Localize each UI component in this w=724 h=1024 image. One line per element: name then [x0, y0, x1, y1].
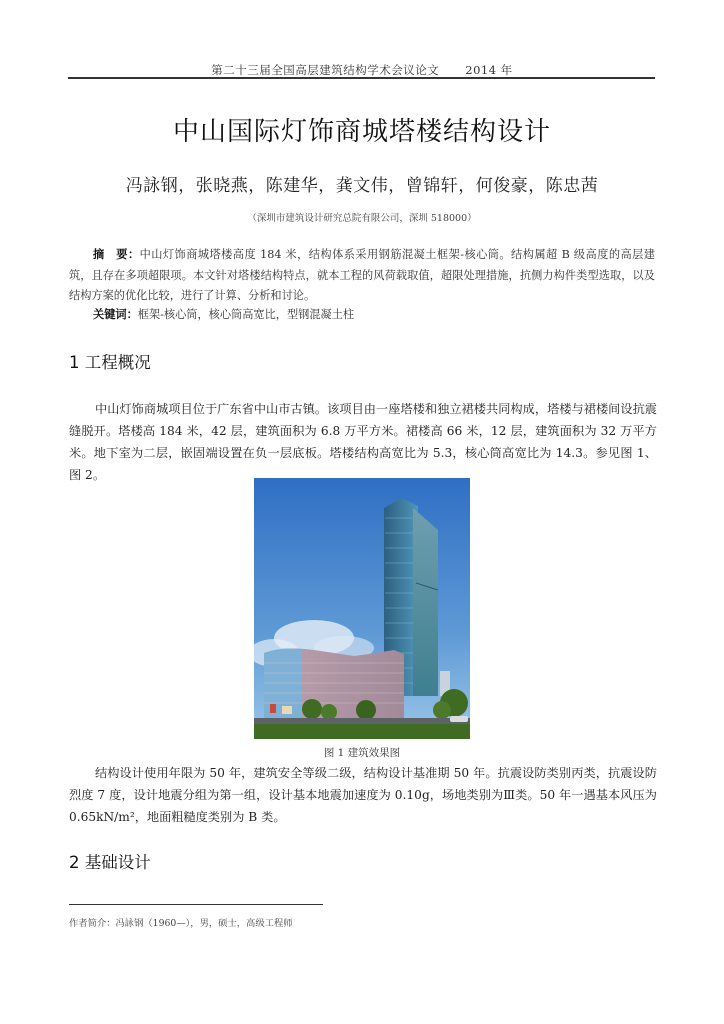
author-footnote: 作者简介：冯詠钢（1960—），男，硕士，高级工程师: [69, 918, 293, 929]
section-heading-2: 2 基础设计: [69, 853, 151, 872]
header-divider: [68, 77, 655, 79]
running-head: [0, 62, 724, 78]
paper-title: 中山国际灯饰商城塔楼结构设计: [172, 117, 551, 147]
footnote-divider: [69, 904, 323, 905]
building-rendering-figure: [254, 478, 470, 739]
keywords-label: 关键词：: [93, 307, 138, 321]
abstract-label: 摘 要：: [93, 247, 140, 261]
section-heading-1: 1 工程概况: [69, 353, 151, 372]
section-1-paragraph-2: 结构设计使用年限为 50 年，建筑安全等级二级，结构设计基准期 50 年。抗震设防类别丙类，抗震设防烈度 7 度，设计地震分组为第一组，设计基本地震加速度为 0.10g，场地类别为Ⅲ类。50 年一遇基本风压为 0.65kN/m²，地面粗糙度类别为 B 类。: [69, 766, 657, 824]
conference-year: 2014 年: [465, 63, 513, 77]
abstract-text: 中山灯饰商城塔楼高度 184 米，结构体系采用钢筋混凝土框架-核心筒。结构属超 B 级高度的高层建筑，且存在多项超限项。本文针对塔楼结构特点，就本工程的风荷载取值，超限处理措施，抗侧力构件类型选取，以及结构方案的优化比较，进行了计算、分析和讨论。: [69, 248, 655, 302]
figure-caption: 图 1 建筑效果图: [323, 747, 401, 759]
author-list: 冯詠钢，张晓燕，陈建华，龚文伟，曾锦轩，何俊豪，陈忠茜: [125, 176, 599, 196]
keywords-text: 框架-核心筒，核心筒高宽比，型钢混凝土柱: [137, 308, 355, 321]
building-rendering-image: [254, 478, 470, 739]
conference-name: 第二十三届全国高层建筑结构学术会议论文: [211, 63, 440, 77]
keywords: [93, 306, 354, 322]
affiliation: （深圳市建筑设计研究总院有限公司，深圳 518000）: [247, 213, 477, 224]
section-1-paragraph-1: 中山灯饰商城项目位于广东省中山市古镇。该项目由一座塔楼和独立裙楼共同构成，塔楼与裙楼间设抗震缝脱开。塔楼高 184 米，42 层，建筑面积为 6.8 万平方米。裙楼高 66 米，12 层，建筑面积为 32 万平方米。地下室为二层，嵌固端设置在负一层底板。塔楼结构高宽比为 5.3，核心筒高宽比为 14.3。参见图 1、图 2。: [69, 402, 657, 482]
abstract: [69, 244, 655, 307]
